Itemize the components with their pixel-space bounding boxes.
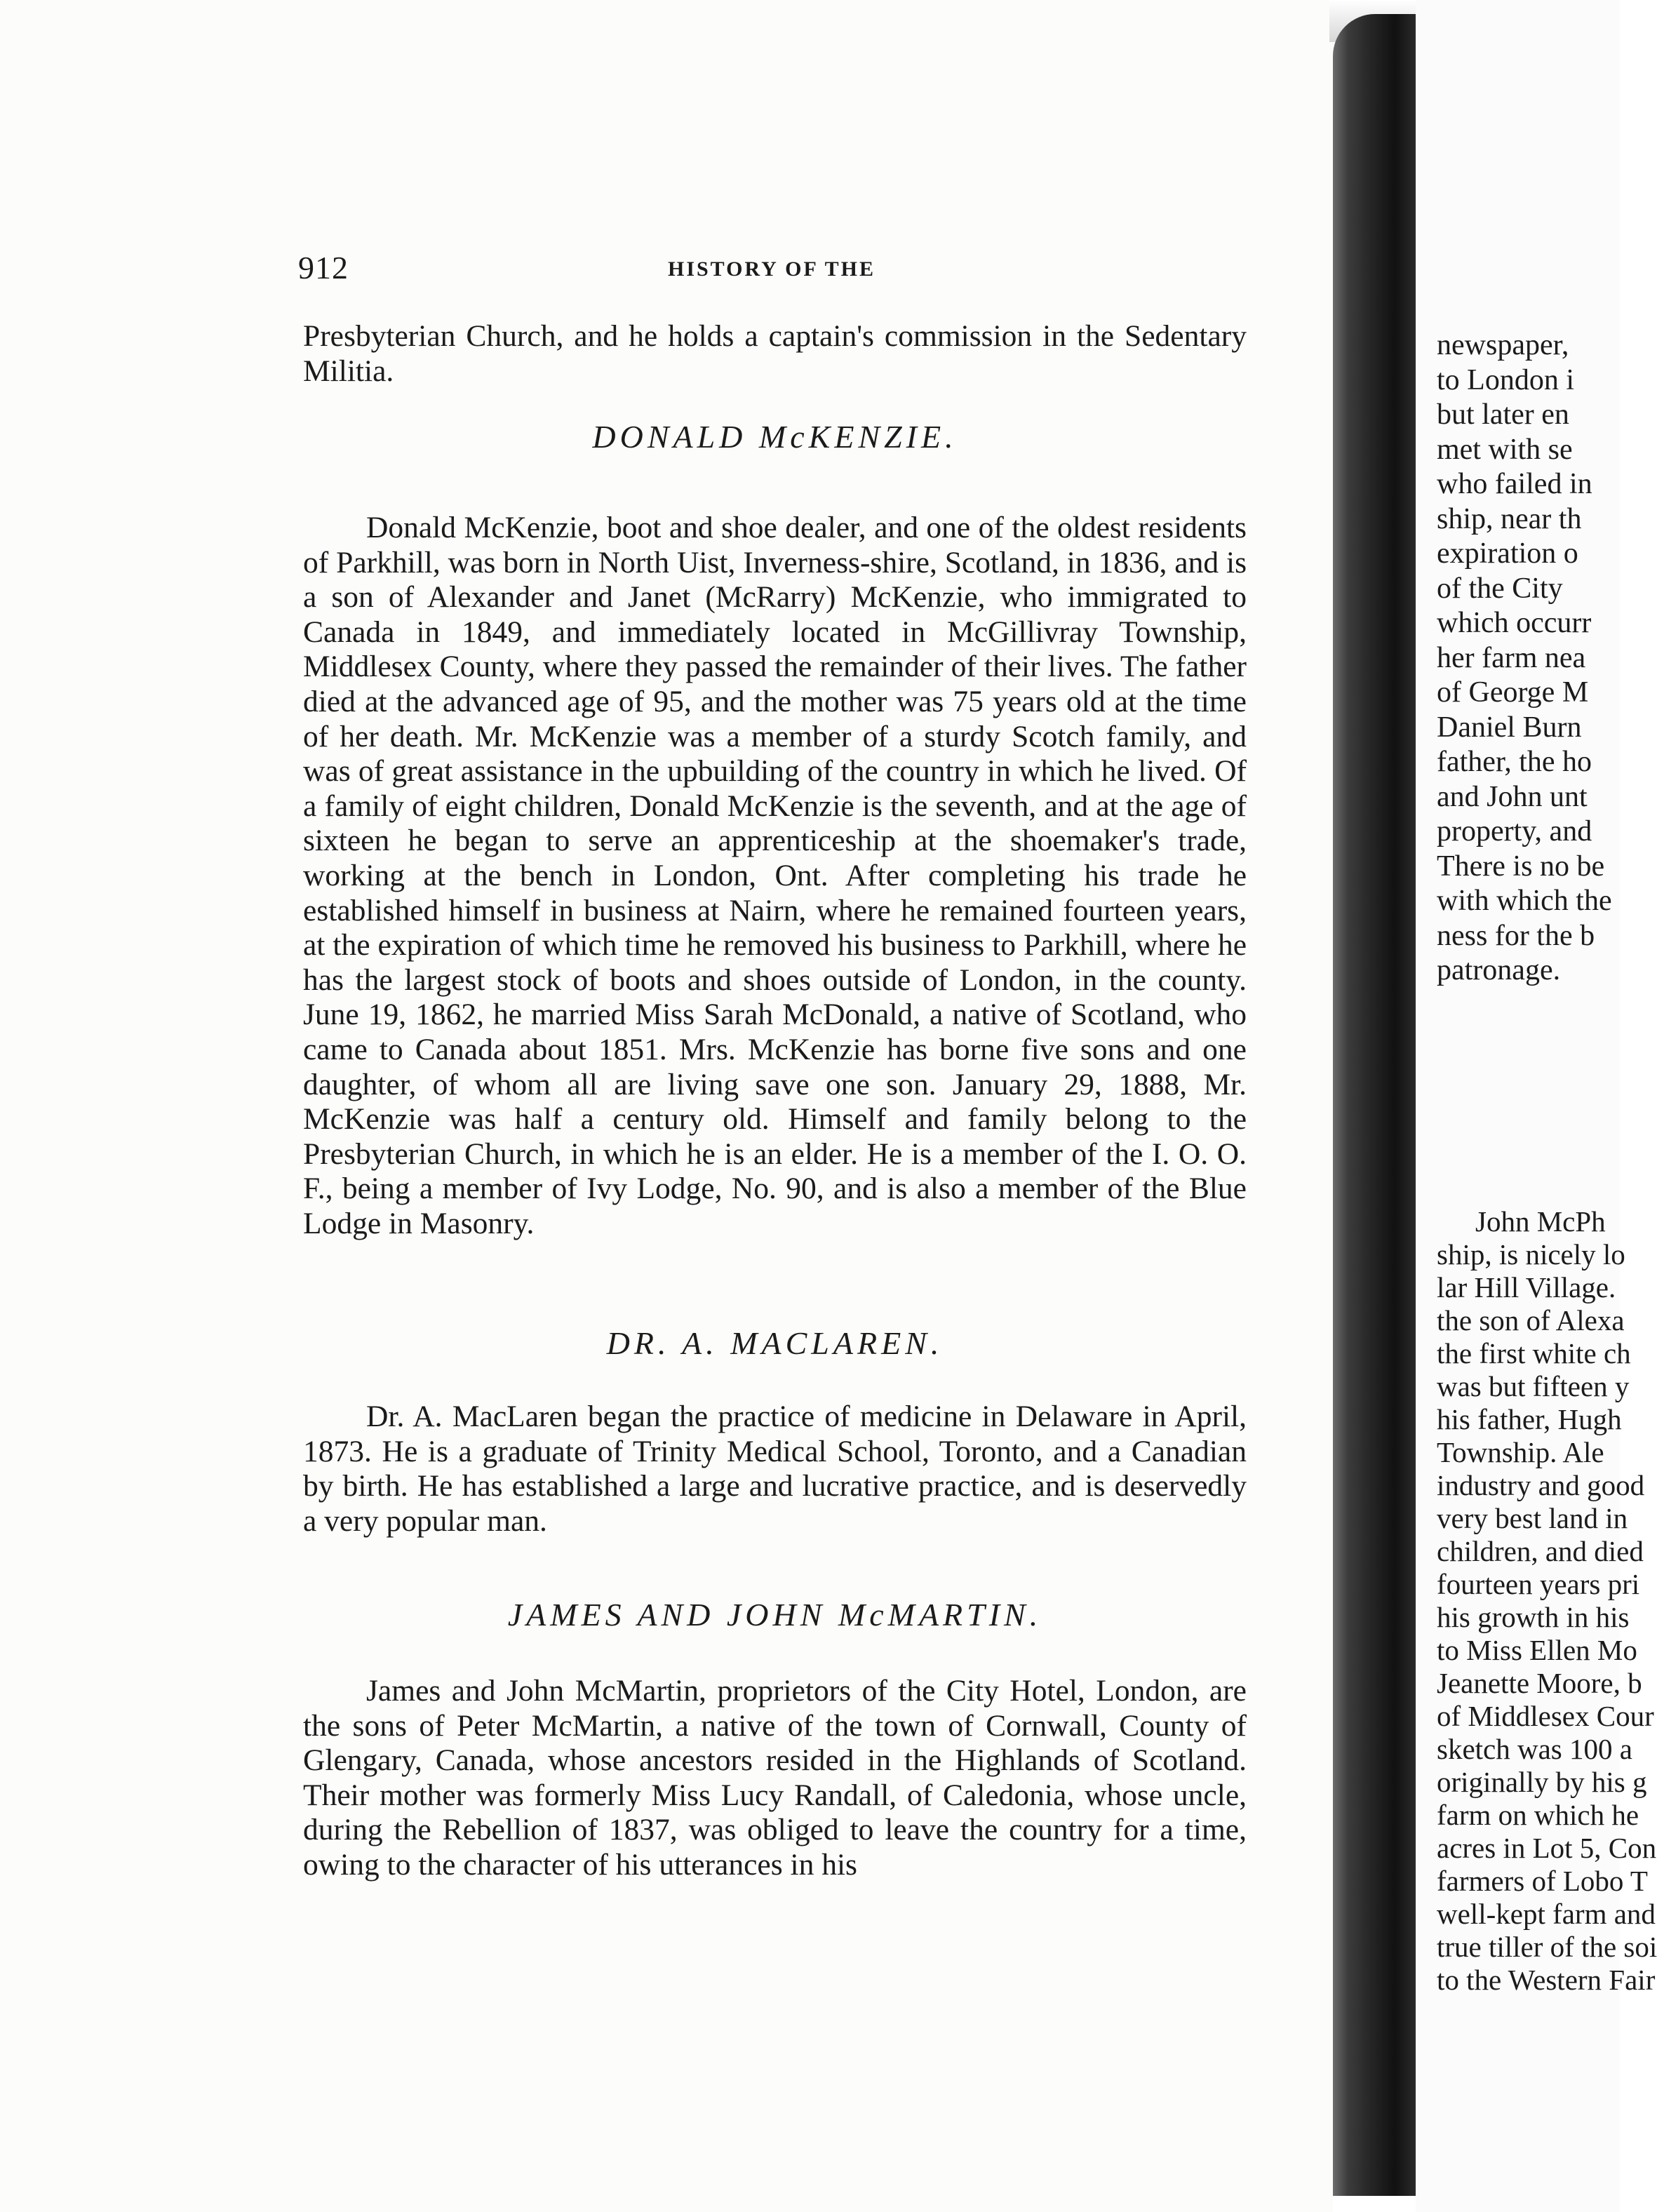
right-page-line: true tiller of the soi [1437,1931,1657,1963]
right-page-line: patronage. [1437,954,1561,986]
section-heading-mcmartin: JAMES AND JOHN McMARTIN. [507,1597,1042,1633]
section-heading-dr-maclaren: DR. A. MACLAREN. [606,1325,944,1361]
section-body-dr-maclaren [303,1400,1247,1539]
right-page-line: ship, is nicely lo [1437,1238,1625,1271]
right-page-line: father, the ho [1437,746,1592,778]
right-page-line: with which the [1437,885,1612,917]
right-page-upper-text [1437,328,1612,988]
right-page-line: to London i [1437,363,1574,396]
right-page-line: newspaper, [1437,329,1569,361]
intro-text: Presbyterian Church, and he holds a captain's commission in the Sedentary Militia. [303,319,1247,388]
right-page-line: but later en [1437,398,1569,431]
right-page-line: and John unt [1437,780,1588,813]
donald-mckenzie-text: Donald McKenzie, boot and shoe dealer, and one of the oldest residents of Parkhill, was born in North Uist, Inverness-shire, Scotland, in 1836, and is a son of Alexander and Janet (McRarry) McKenzie, who immigrated to Canada in 1849, and immediately located in McGillivray Township, Middlesex County, where they passed the remainder of their lives. The father died at the advanced age of 95, and the mother was 75 years old at the time of her death. Mr. McKenzie was a member of a sturdy Scotch family, and was of great assistance in the upbuilding of the country in which he lived. Of a family of eight children, Donald McKenzie is the seventh, and at the age of sixteen he began to serve an apprenticeship at the shoemaker's trade, working at the bench in London, Ont. After completing his trade he established himself in business at Nairn, where he remained fourteen years, at the expiration of which time he removed his business to Parkhill, where he has the largest stock of boots and shoes outside of London, in the county. June 19, 1862, he married Miss Sarah McDonald, a native of Scotland, who came to Canada about 1851. Mrs. McKenzie has borne five sons and one daughter, of whom all are living save one son. January 29, 1888, Mr. McKenzie was half a century old. Himself and family belong to the Presbyterian Church, in which he is an elder. He is a member of the I. O. O. F., being a member of Ivy Lodge, No. 90, and is also a member of the Blue Lodge in Masonry. [303,511,1247,1240]
right-page-line: the first white ch [1437,1337,1631,1369]
book-gutter [1333,14,1416,2196]
right-page-line: her farm nea [1437,641,1586,674]
right-page-line: children, and died [1437,1535,1644,1567]
right-page-line: to Miss Ellen Mo [1437,1634,1637,1666]
right-page-line: sketch was 100 a [1437,1733,1632,1765]
right-page-line: John McPh [1475,1205,1606,1238]
right-page [1416,0,1657,2212]
right-page-line: originally by his g [1437,1766,1647,1798]
right-page-line: Jeanette Moore, b [1437,1667,1642,1699]
right-page-line: of Middlesex Cour [1437,1700,1654,1732]
right-page-line: very best land in [1437,1502,1628,1534]
right-page-line: which occurr [1437,607,1592,639]
right-page-line: of the City [1437,572,1563,605]
dr-maclaren-text: Dr. A. MacLaren began the practice of medicine in Delaware in April, 1873. He is a graduate of Trinity Medical School, Toronto, and a Canadian by birth. He has established a large and lucrative practice, and is deservedly a very popular man. [303,1400,1247,1538]
right-page-line: well-kept farm and [1437,1898,1656,1930]
intro-paragraph [303,319,1247,389]
section-body-mcmartin [303,1674,1247,1883]
right-page-line: his father, Hugh [1437,1403,1622,1435]
right-page-line: expiration o [1437,537,1578,570]
mcmartin-text: James and John McMartin, proprietors of the City Hotel, London, are the sons of Peter McMartin, a native of the town of Cornwall, County of Glengary, Canada, whose ancestors resided in the Highlands of Scotland. Their mother was formerly Miss Lucy Randall, of Caledonia, whose uncle, during the Rebellion of 1837, was obliged to leave the country for a time, owing to the character of his utterances in his [303,1674,1247,1882]
right-page-line: lar Hill Village. [1437,1271,1616,1303]
right-page-line: was but fifteen y [1437,1370,1630,1402]
page-header [298,249,1245,291]
right-page-line: There is no be [1437,850,1605,883]
right-page-line: of George M [1437,676,1589,709]
running-title: HISTORY OF THE [667,257,876,281]
right-page-line: his growth in his [1437,1601,1630,1633]
page-number: 912 [298,250,349,286]
right-page-line: met with se [1437,433,1573,466]
right-page-line: ness for the b [1437,919,1595,952]
right-page-line: who failed in [1437,468,1592,500]
right-page-line: farm on which he [1437,1799,1639,1831]
right-page-line: Township. Ale [1437,1436,1604,1468]
right-page-line: the son of Alexa [1437,1304,1625,1336]
right-page-line: to the Western Fair [1437,1964,1656,1996]
right-page-line: acres in Lot 5, Con [1437,1832,1657,1864]
right-page-line: Daniel Burn [1437,711,1582,744]
right-page-line: property, and [1437,815,1592,847]
section-heading-donald-mckenzie: DONALD McKENZIE. [592,419,958,455]
right-page-line: industry and good [1437,1469,1645,1501]
section-body-donald-mckenzie [303,511,1247,1241]
right-page-line: ship, near th [1437,502,1582,535]
right-page-line: fourteen years pri [1437,1568,1640,1600]
right-page-lower-text [1437,1205,1657,1997]
right-page-line: farmers of Lobo T [1437,1865,1648,1897]
